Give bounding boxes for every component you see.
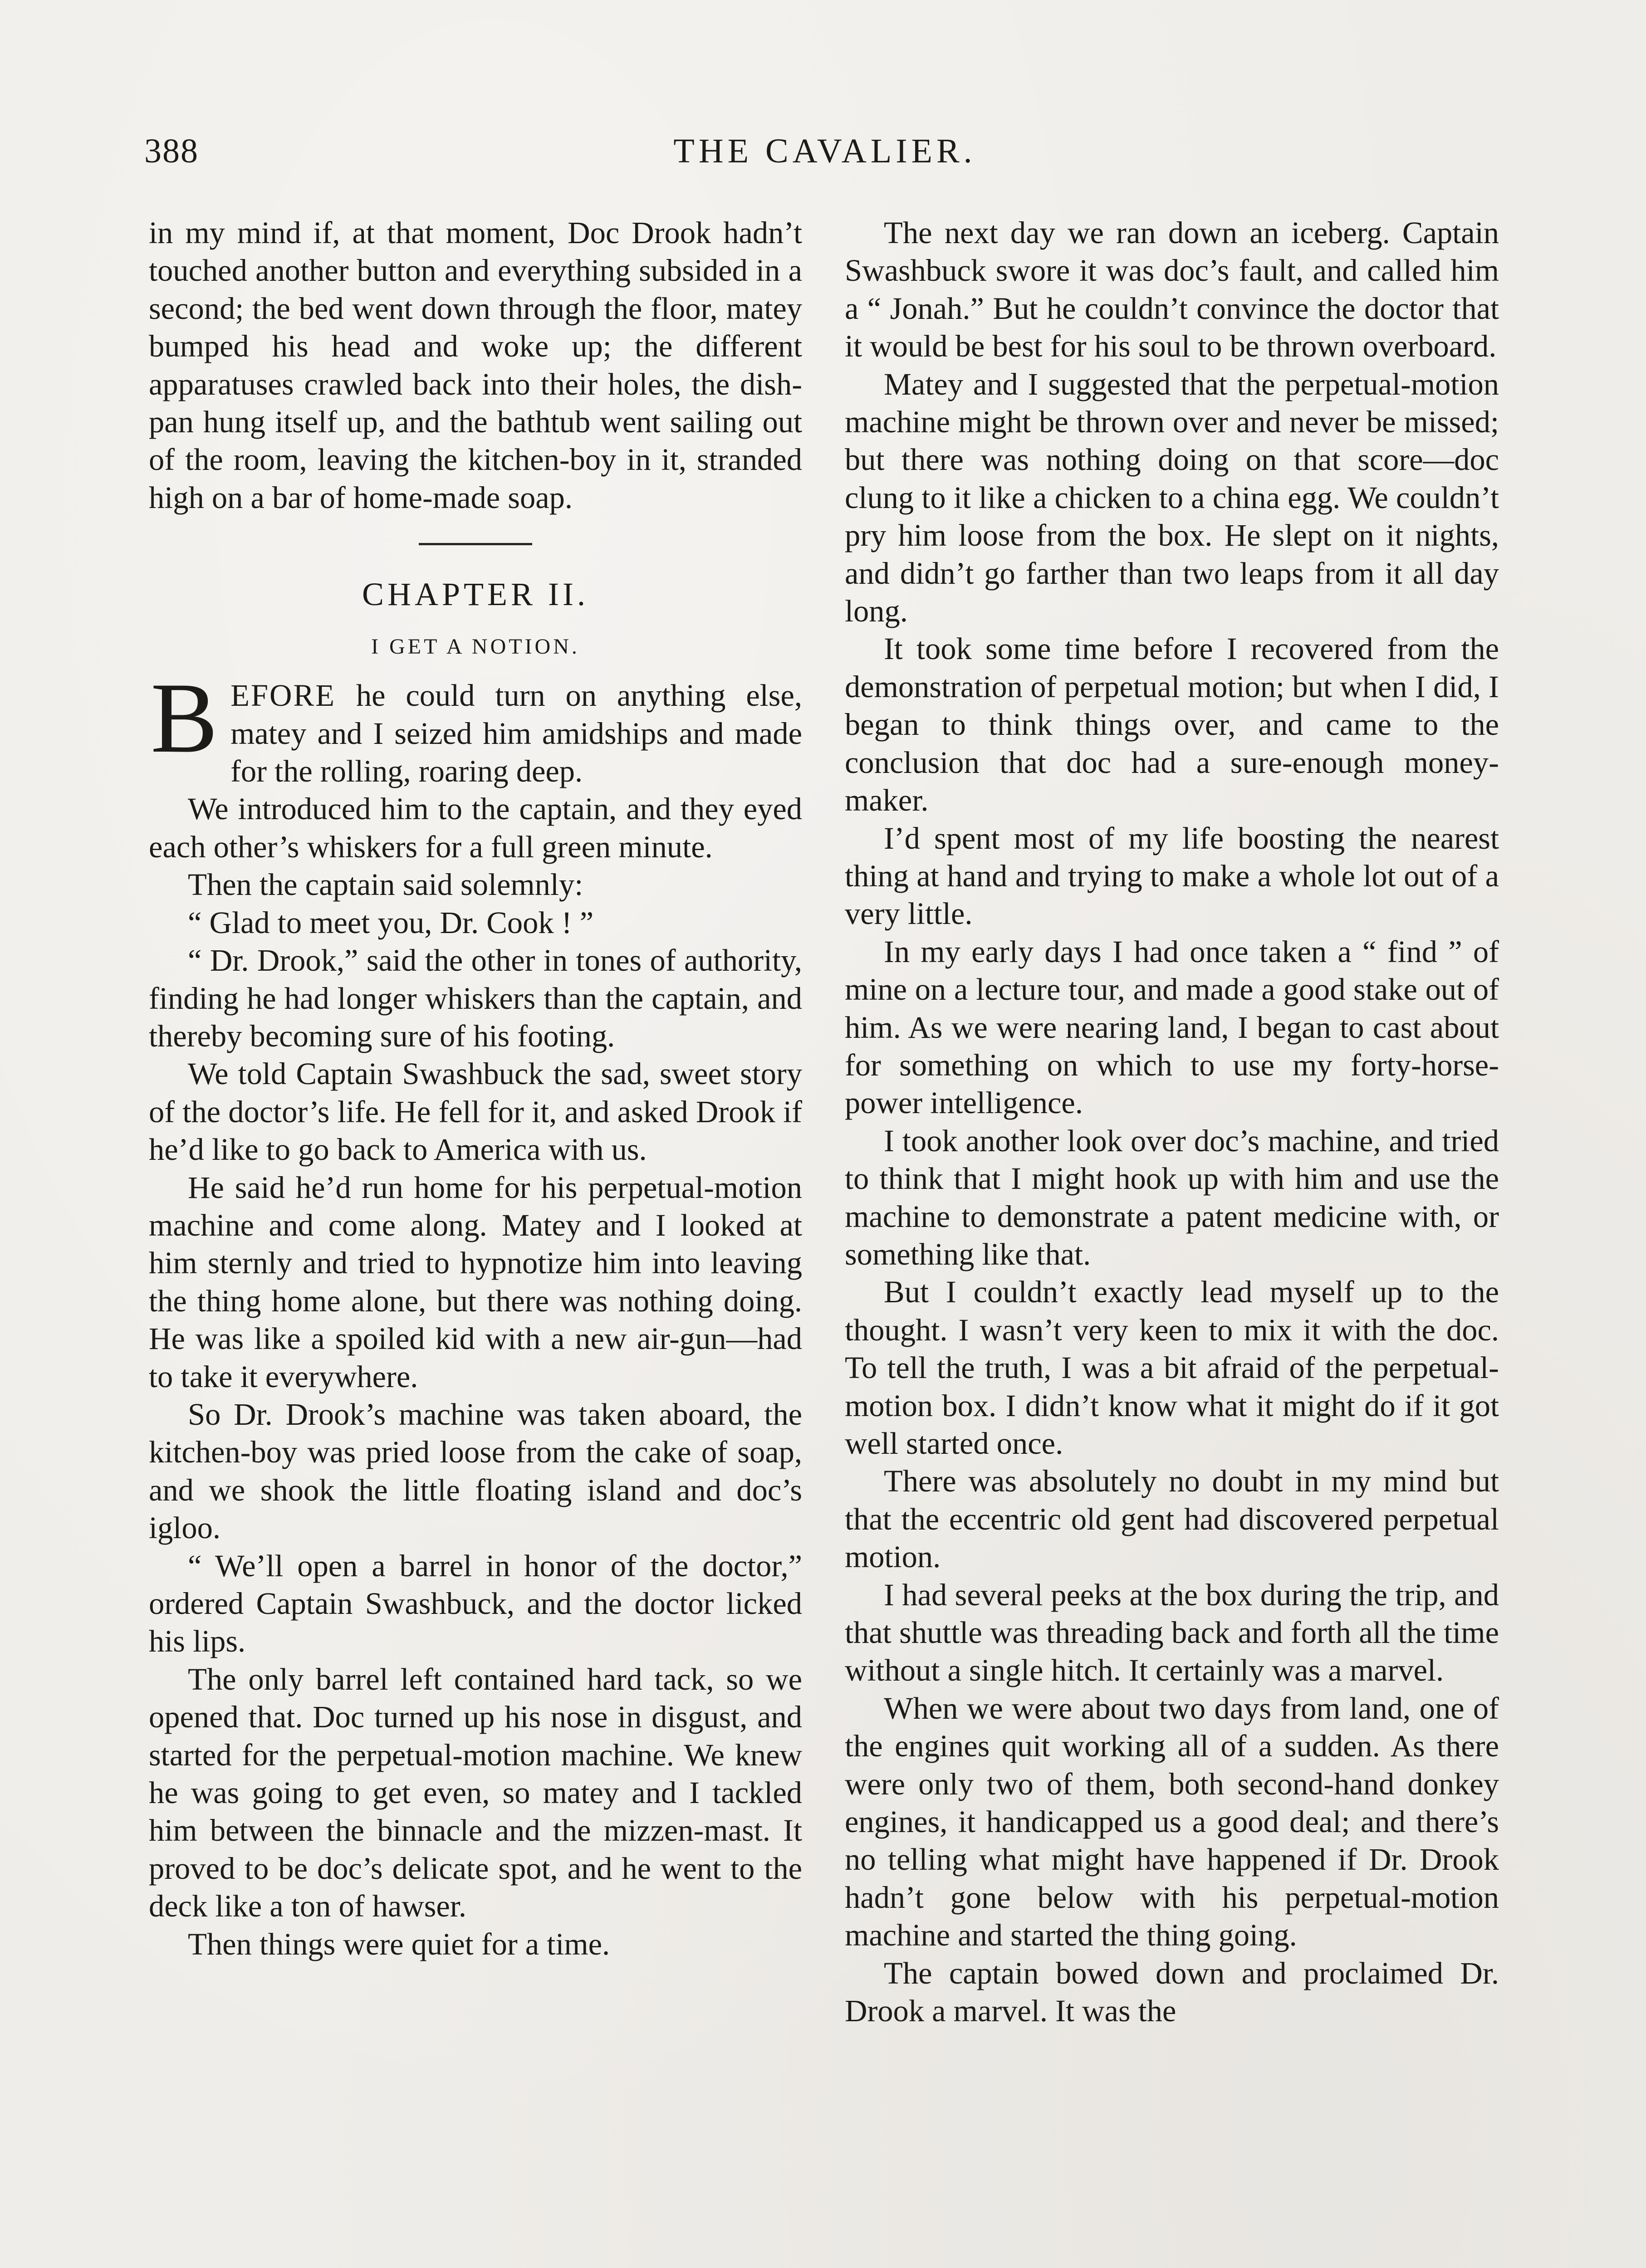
drop-cap: B bbox=[151, 662, 218, 774]
paragraph: In my early days I had once taken a “ find ” of mine on a lecture tour, and made a good stake out of him. As we were nearing land, I began to cast about for something on which to use my forty-horse-power intelligence. bbox=[845, 934, 1499, 1120]
paragraph: “ Glad to meet you, Dr. Cook ! ” bbox=[188, 905, 594, 940]
paragraph: Matey and I suggested that the perpetual-motion machine might be thrown over and never be missed; but there was nothing doing on that score—doc clung to it like a chicken to a china egg. We couldn’t pry him loose from the box. He slept on it nights, and didn’t go farther than two leaps from it all day long. bbox=[845, 367, 1499, 629]
paragraph: When we were about two days from land, one of the engines quit working all of a sudden. As there were only two of them, both second-hand donkey engines, it handicapped us a good deal; and there’s no telling what might have happened if Dr. Drook hadn’t gone below with his perpetual-motion machine and started the thing going. bbox=[845, 1691, 1499, 1953]
page-number: 388 bbox=[144, 132, 199, 170]
opening-text: he could turn on anything else, matey and I seized him amidships and made for the rolling, roaring deep. bbox=[230, 678, 802, 789]
paragraph: Then things were quiet for a time. bbox=[188, 1926, 610, 1961]
paragraph: But I couldn’t exactly lead myself up to the thought. I wasn’t very keen to mix it with the doc. To tell the truth, I was a bit afraid of the perpetual-motion box. I didn’t know what it might do if it got well started once. bbox=[845, 1275, 1499, 1461]
paragraph: So Dr. Drook’s machine was taken aboard, the kitchen-boy was pried loose from the cake of soap, and we shook the little floating island and doc’s igloo. bbox=[149, 1397, 802, 1545]
paragraph: We introduced him to the captain, and they eyed each other’s whiskers for a full green minute. bbox=[149, 792, 802, 864]
paragraph: “ Dr. Drook,” said the other in tones of authority, finding he had longer whiskers than the captain, and thereby becoming sure of his footing. bbox=[149, 943, 802, 1053]
paragraph: We told Captain Swashbuck the sad, sweet story of the doctor’s life. He fell for it, and asked Drook if he’d like to go back to America with us. bbox=[149, 1056, 802, 1167]
paragraph: The only barrel left contained hard tack, so we opened that. Doc turned up his nose in disgust, and started for the perpetual-motion machine. We knew he was going to get even, so matey and I tackled him between the binnacle and the mizzen-mast. It proved to be doc’s delicate spot, and he went to the deck like a ton of hawser. bbox=[149, 1662, 802, 1924]
paragraph: I had several peeks at the box during the trip, and that shuttle was threading back and forth all the time without a single hitch. It certainly was a marvel. bbox=[845, 1577, 1499, 1688]
section-divider bbox=[419, 543, 532, 545]
page-header bbox=[144, 132, 1505, 181]
paragraph: The next day we ran down an iceberg. Captain Swashbuck swore it was doc’s fault, and called him a “ Jonah.” But he couldn’t convince the doctor that it would be best for his soul to be thrown overboard. bbox=[845, 215, 1499, 364]
left-column bbox=[149, 214, 802, 1963]
chapter-title: CHAPTER II. bbox=[362, 576, 589, 613]
paragraph: in my mind if, at that moment, Doc Drook hadn’t touched another button and everything subsided in a second; the bed went down through the floor, matey bumped his head and woke up; the different apparatuses crawled back into their holes, the dish-pan hung itself up, and the bathtub went sailing out of the room, leaving the kitchen-boy in it, stranded high on a bar of home-made soap. bbox=[149, 215, 802, 515]
paragraph: The captain bowed down and proclaimed Dr. Drook a marvel. It was the bbox=[845, 1955, 1499, 2028]
paragraph: I’d spent most of my life boosting the nearest thing at hand and trying to make a whole lot out of a very little. bbox=[845, 821, 1499, 931]
paragraph: “ We’ll open a barrel in honor of the doctor,” ordered Captain Swashbuck, and the doctor licked his lips. bbox=[149, 1548, 802, 1659]
right-column bbox=[845, 214, 1499, 2030]
opening-paragraph bbox=[149, 662, 802, 790]
paragraph: I took another look over doc’s machine, and tried to think that I might hook up with him and use the machine to demonstrate a patent medicine with, or something like that. bbox=[845, 1123, 1499, 1271]
paragraph: Then the captain said solemnly: bbox=[188, 867, 583, 902]
paragraph: He said he’d run home for his perpetual-motion machine and come along. Matey and I looked at him sternly and tried to hypnotize him into leaving the thing home alone, but there was nothing doing. He was like a spoiled kid with a new air-gun—had to take it everywhere. bbox=[149, 1170, 802, 1394]
paragraph: It took some time before I recovered from the demonstration of perpetual motion; but when I did, I began to think things over, and came to the conclusion that doc had a sure-enough money-maker. bbox=[845, 631, 1499, 818]
paragraph: There was absolutely no doubt in my mind but that the eccentric old gent had discovered perpetual motion. bbox=[845, 1464, 1499, 1574]
opening-word: EFORE bbox=[230, 678, 336, 713]
chapter-subtitle: I GET A NOTION. bbox=[371, 635, 580, 659]
running-title: THE CAVALIER. bbox=[673, 132, 976, 170]
